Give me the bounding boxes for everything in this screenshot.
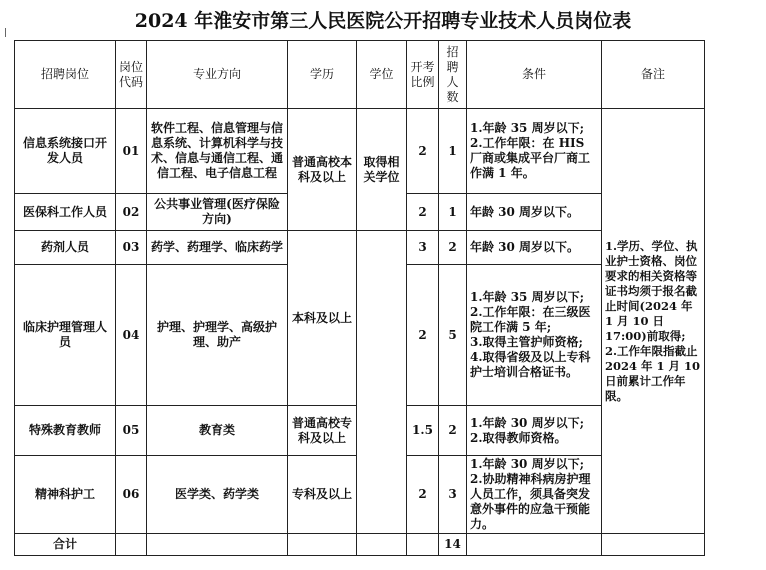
header-remark: 备注 — [602, 41, 705, 109]
header-row — [15, 41, 705, 109]
code-cell: 01 — [116, 109, 147, 194]
count-cell: 5 — [439, 265, 467, 406]
empty-cell — [116, 534, 147, 556]
degree-cell-empty — [357, 231, 407, 534]
header-major: 专业方向 — [147, 41, 288, 109]
total-count: 14 — [439, 534, 467, 556]
degree-cell: 取得相关学位 — [357, 109, 407, 231]
condition-line: 2.工作年限：在 HIS 厂商或集成平台厂商工作满 1 年。 — [470, 136, 591, 180]
conditions-cell — [467, 406, 602, 456]
ratio-cell: 3 — [407, 231, 439, 265]
condition-line: 2.取得教师资格。 — [470, 430, 567, 445]
recruitment-table — [14, 40, 705, 556]
post-cell: 特殊教育教师 — [15, 406, 116, 456]
major-cell: 软件工程、信息管理与信息系统、计算机科学与技术、信息与通信工程、通信工程、电子信息工程 — [147, 109, 288, 194]
conditions-cell — [467, 231, 602, 265]
conditions-cell — [467, 109, 602, 194]
condition-line: 年龄 30 周岁以下。 — [470, 240, 580, 254]
conditions-cell — [467, 194, 602, 231]
education-cell: 专科及以上 — [288, 456, 357, 534]
post-cell: 精神科护工 — [15, 456, 116, 534]
empty-cell — [288, 534, 357, 556]
major-cell: 医学类、药学类 — [147, 456, 288, 534]
ratio-cell: 2 — [407, 194, 439, 231]
empty-cell — [407, 534, 439, 556]
condition-line: 2.协助精神科病房护理人员工作，须具备突发意外事件的应急干预能力。 — [470, 472, 591, 531]
header-ratio: 开考比例 — [407, 41, 439, 109]
header-code: 岗位代码 — [116, 41, 147, 109]
condition-line: 1.年龄 35 周岁以下; — [470, 290, 585, 304]
count-cell: 3 — [439, 456, 467, 534]
page-title: 2024 年淮安市第三人民医院公开招聘专业技术人员岗位表 — [134, 10, 632, 32]
conditions-cell — [467, 456, 602, 534]
header-degree: 学位 — [357, 41, 407, 109]
condition-line: 4.取得省级及以上专科护士培训合格证书。 — [470, 350, 591, 379]
major-cell: 公共事业管理(医疗保险方向) — [147, 194, 288, 231]
ratio-cell: 2 — [407, 265, 439, 406]
condition-line: 1.年龄 35 周岁以下; — [470, 121, 585, 135]
post-cell: 信息系统接口开发人员 — [15, 109, 116, 194]
major-cell: 药学、药理学、临床药学 — [147, 231, 288, 265]
total-row — [15, 534, 705, 556]
table-row — [15, 109, 705, 194]
ratio-cell: 2 — [407, 456, 439, 534]
code-cell: 03 — [116, 231, 147, 265]
remark-cell — [602, 109, 705, 534]
condition-line: 2.工作年限：在三级医院工作满 5 年; — [470, 305, 591, 334]
code-cell: 04 — [116, 265, 147, 406]
count-cell: 1 — [439, 194, 467, 231]
empty-cell — [602, 534, 705, 556]
remark-line: 1.学历、学位、执业护士资格、岗位要求的相关资格等证书均须于报名截止时间(2024 年 1 月 10 日 17:00)前取得; — [605, 238, 698, 343]
remark-line: 2.工作年限指截止 2024 年 1 月 10 日前累计工作年限。 — [605, 343, 701, 403]
condition-line: 年龄 30 周岁以下。 — [470, 204, 580, 219]
table-row — [15, 231, 705, 265]
code-cell: 06 — [116, 456, 147, 534]
header-post: 招聘岗位 — [15, 41, 116, 109]
post-cell: 药剂人员 — [15, 231, 116, 265]
education-cell: 普通高校本科及以上 — [288, 109, 357, 231]
empty-cell — [147, 534, 288, 556]
header-conditions: 条件 — [467, 41, 602, 109]
ratio-cell: 1.5 — [407, 406, 439, 456]
count-cell: 1 — [439, 109, 467, 194]
ratio-cell: 2 — [407, 109, 439, 194]
conditions-cell — [467, 265, 602, 406]
post-cell: 临床护理管理人员 — [15, 265, 116, 406]
condition-line: 3.取得主管护师资格; — [470, 335, 583, 349]
code-cell: 02 — [116, 194, 147, 231]
empty-cell — [357, 534, 407, 556]
education-cell: 普通高校专科及以上 — [288, 406, 357, 456]
count-cell: 2 — [439, 406, 467, 456]
total-label: 合计 — [15, 534, 116, 556]
major-cell: 护理、护理学、高级护理、助产 — [147, 265, 288, 406]
code-cell: 05 — [116, 406, 147, 456]
empty-cell — [467, 534, 602, 556]
post-cell: 医保科工作人员 — [15, 194, 116, 231]
major-cell: 教育类 — [147, 406, 288, 456]
header-education: 学历 — [288, 41, 357, 109]
header-count: 招聘人数 — [439, 41, 467, 109]
condition-line: 1.年龄 30 周岁以下; — [470, 457, 585, 471]
education-cell: 本科及以上 — [288, 231, 357, 406]
condition-line: 1.年龄 30 周岁以下; — [470, 415, 585, 430]
count-cell: 2 — [439, 231, 467, 265]
